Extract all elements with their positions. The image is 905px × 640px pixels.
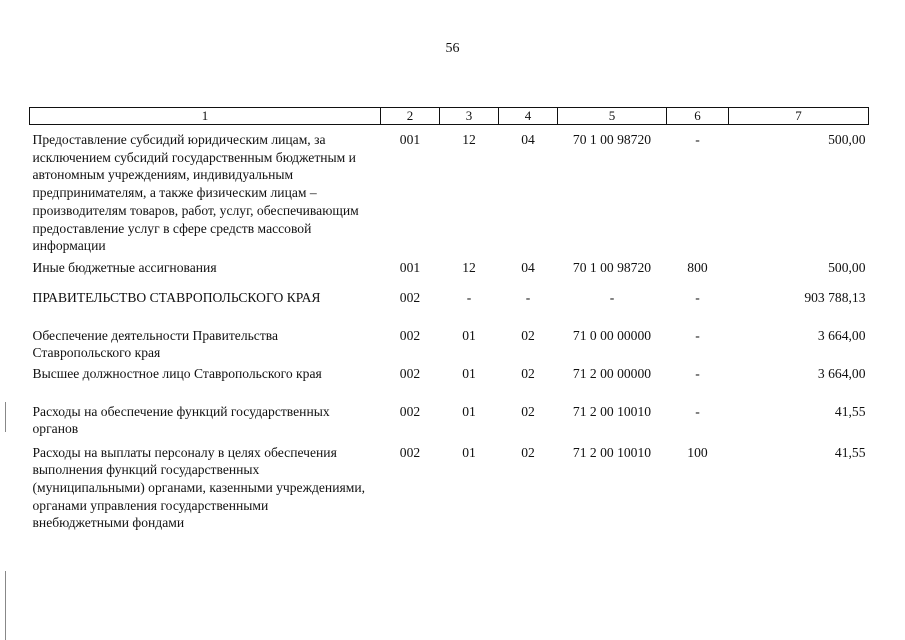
column-header-4: 4 xyxy=(499,108,558,125)
row-name: Высшее должностное лицо Ставропольского края xyxy=(32,365,322,381)
row-code-2: 002 xyxy=(399,403,421,419)
row-code-5: 71 2 00 00000 xyxy=(572,365,652,381)
row-code-2: 001 xyxy=(399,132,421,147)
page-number: 56 xyxy=(445,41,460,56)
row-amount: 41,55 xyxy=(834,444,866,460)
row-code-5: 71 2 00 10010 xyxy=(572,444,652,460)
table-row xyxy=(30,325,869,365)
row-amount: 903 788,13 xyxy=(804,289,866,305)
row-code-3: - xyxy=(466,289,472,305)
scan-margin-line xyxy=(5,571,6,640)
table-row xyxy=(30,403,869,444)
row-code-3: 01 xyxy=(462,444,476,460)
budget-table xyxy=(29,107,869,538)
row-code-2: 002 xyxy=(399,327,421,343)
row-code-6: - xyxy=(695,365,700,381)
table-row xyxy=(30,444,869,538)
row-code-2: 002 xyxy=(399,289,421,305)
row-amount: 3 664,00 xyxy=(817,365,866,381)
row-code-5: 70 1 00 98720 xyxy=(572,259,652,275)
row-amount: 500,00 xyxy=(828,259,866,275)
table-row xyxy=(30,125,869,256)
row-code-5: 70 1 00 98720 xyxy=(572,132,652,147)
row-amount: 500,00 xyxy=(828,132,866,147)
row-code-5: 71 2 00 10010 xyxy=(572,403,652,419)
column-header-1: 1 xyxy=(30,108,381,125)
row-code-6: 100 xyxy=(687,444,708,460)
row-name: Расходы на выплаты персоналу в целях обеспечения выполнения функций государственных (муниципальными) органами, казенными учреждениями, органами управления государственными внебюджетными фондами xyxy=(32,444,366,531)
row-code-2: 002 xyxy=(399,444,421,460)
column-header-5: 5 xyxy=(558,108,667,125)
row-code-3: 01 xyxy=(462,327,476,343)
row-code-6: - xyxy=(695,289,700,305)
table-row xyxy=(30,286,869,325)
row-code-3: 01 xyxy=(462,365,476,381)
column-header-2: 2 xyxy=(381,108,440,125)
row-code-3: 12 xyxy=(462,259,476,275)
table-row xyxy=(30,365,869,403)
column-header-7: 7 xyxy=(729,108,869,125)
row-code-6: 800 xyxy=(687,259,708,275)
row-name: Иные бюджетные ассигнования xyxy=(32,259,217,275)
row-code-4: 02 xyxy=(521,403,535,419)
table-header-row xyxy=(30,108,869,125)
row-code-5: 71 0 00 00000 xyxy=(572,327,652,343)
row-code-6: - xyxy=(695,132,700,147)
row-name: Предоставление субсидий юридическим лицам, за исключением субсидий государственным бюджетным и автономным учреждениям, индивидуальным предпринимателям, а также физическим лицам – производителям товаров, работ, услуг, обеспечивающим предоставление услуг в сфере средств массовой информации xyxy=(32,132,359,254)
column-header-3: 3 xyxy=(440,108,499,125)
row-code-4: 04 xyxy=(521,259,535,275)
row-code-3: 01 xyxy=(462,403,476,419)
row-name: Расходы на обеспечение функций государственных органов xyxy=(32,403,330,437)
row-code-6: - xyxy=(695,403,700,419)
row-code-6: - xyxy=(695,327,700,343)
row-code-4: - xyxy=(525,289,531,305)
column-header-6: 6 xyxy=(667,108,729,125)
row-code-2: 001 xyxy=(399,259,421,275)
row-code-4: 02 xyxy=(521,444,535,460)
row-amount: 41,55 xyxy=(834,403,866,419)
row-amount: 3 664,00 xyxy=(817,327,866,343)
row-code-4: 02 xyxy=(521,327,535,343)
row-code-5: - xyxy=(609,289,615,305)
scan-margin-line xyxy=(5,402,6,432)
row-code-3: 12 xyxy=(462,132,476,147)
row-code-2: 002 xyxy=(399,365,421,381)
table-row xyxy=(30,256,869,286)
row-code-4: 02 xyxy=(521,365,535,381)
row-code-4: 04 xyxy=(521,132,535,147)
row-name: ПРАВИТЕЛЬСТВО СТАВРОПОЛЬСКОГО КРАЯ xyxy=(32,289,321,305)
row-name: Обеспечение деятельности Правительства Ставропольского края xyxy=(32,327,279,361)
